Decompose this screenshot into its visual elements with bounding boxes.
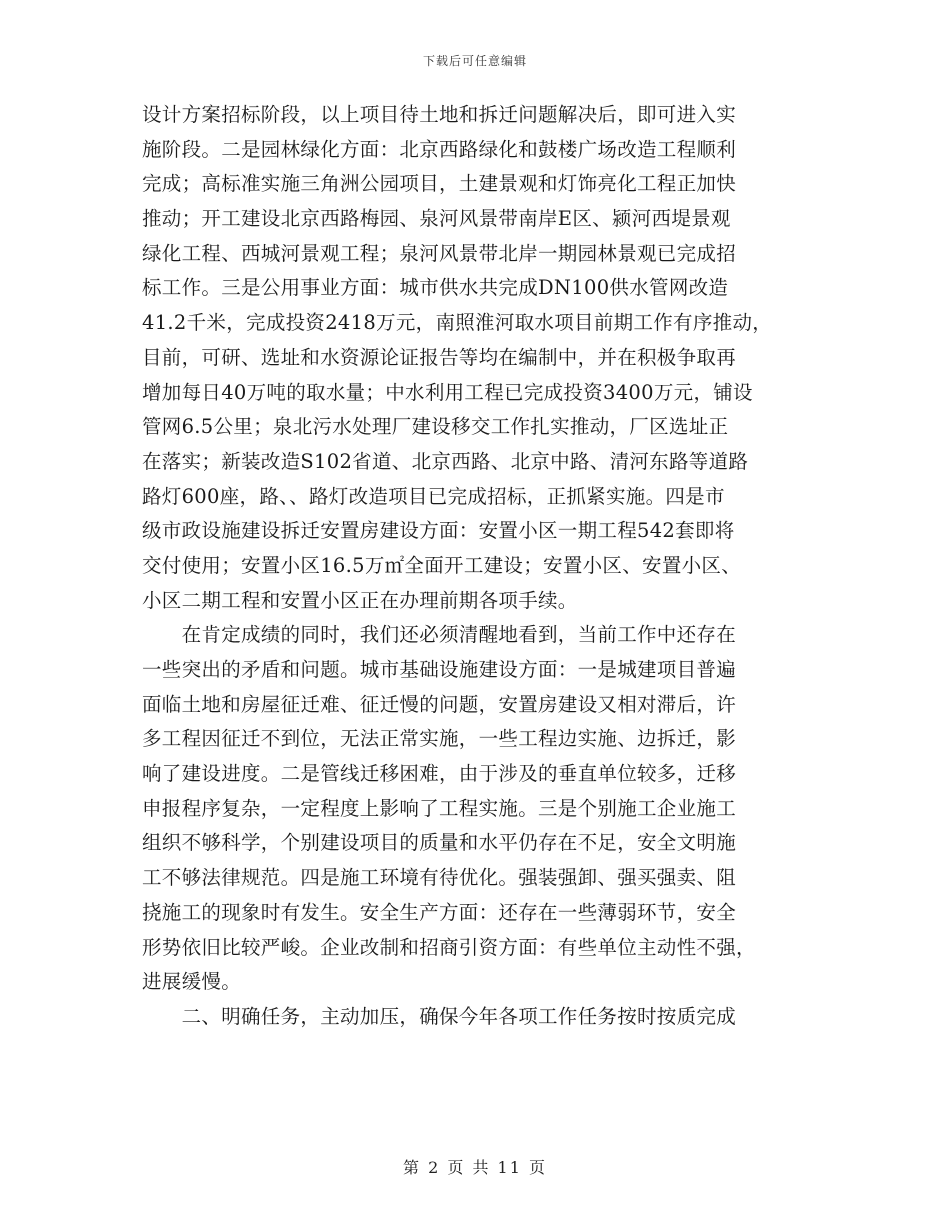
text-line: 41.2千米，完成投资2418万元，南照淮河取水项目前期工作有序推动， [142, 311, 773, 335]
text-line: 多工程因征迁不到位，无法正常实施，一些工程边实施、边拆迁，影 [142, 727, 737, 751]
text-line: 管网6.5公里；泉北污水处理厂建设移交工作扎实推动，厂区选址正 [142, 415, 729, 439]
text-line: 交付使用；安置小区16.5万㎡全面开工建设；安置小区、安置小区、 [142, 553, 742, 577]
document-body [142, 98, 822, 1035]
text-line: 目前，可研、选址和水资源论证报告等均在编制中，并在积极争取再 [142, 345, 737, 369]
text-line: 二、明确任务，主动加压，确保今年各项工作任务按时按质完成 [142, 1004, 737, 1028]
text-line: 绿化工程、西城河景观工程；泉河风景带北岸一期园林景观已完成招 [142, 241, 737, 265]
text-line: 面临土地和房屋征迁难、征迁慢的问题，安置房建设又相对滞后，许 [142, 692, 737, 716]
text-line: 形势依旧比较严峻。企业改制和招商引资方面：有些单位主动性不强， [142, 935, 756, 959]
text-line: 设计方案招标阶段，以上项目待土地和拆迁问题解决后，即可进入实 [142, 103, 737, 126]
text-line: 进展缓慢。 [142, 970, 242, 994]
text-line: 在肯定成绩的同时，我们还必须清醒地看到，当前工作中还存在 [142, 623, 737, 647]
text-line: 完成；高标准实施三角洲公园项目，土建景观和灯饰亮化工程正加快 [142, 172, 737, 196]
text-line: 工不够法律规范。四是施工环境有待优化。强装强卸、强买强卖、阻 [142, 866, 737, 890]
text-line: 申报程序复杂，一定程度上影响了工程实施。三是个别施工企业施工 [142, 796, 737, 820]
text-line: 响了建设进度。二是管线迁移困难，由于涉及的垂直单位较多，迁移 [142, 762, 737, 786]
text-line: 在落实；新装改造S102省道、北京西路、北京中路、清河东路等道路 [142, 449, 749, 473]
text-line: 一些突出的矛盾和问题。城市基础设施建设方面：一是城建项目普遍 [142, 658, 737, 681]
text-line: 小区二期工程和安置小区正在办理前期各项手续。 [142, 588, 578, 612]
text-line: 级市政设施建设拆迁安置房建设方面：安置小区一期工程542套即将 [142, 519, 735, 543]
page-header-note: 下载后可任意编辑 [422, 54, 527, 68]
text-line: 挠施工的现象时有发生。安全生产方面：还存在一些薄弱环节，安全 [142, 900, 737, 924]
text-line: 标工作。三是公用事业方面：城市供水共完成DN100供水管网改造 [142, 276, 729, 300]
page-number: 第 2 页 共 11 页 [403, 1158, 547, 1177]
text-line: 组织不够科学，个别建设项目的质量和水平仍存在不足，安全文明施 [142, 831, 737, 855]
text-line: 推动；开工建设北京西路梅园、泉河风景带南岸E区、颍河西堤景观 [142, 207, 731, 231]
text-line: 施阶段。二是园林绿化方面：北京西路绿化和鼓楼广场改造工程顺利 [142, 137, 737, 161]
text-line: 增加每日40万吨的取水量；中水利用工程已完成投资3400万元，铺设 [142, 380, 753, 404]
text-line: 路灯600座，路、、路灯改造项目已完成招标，正抓紧实施。四是市 [142, 484, 725, 508]
